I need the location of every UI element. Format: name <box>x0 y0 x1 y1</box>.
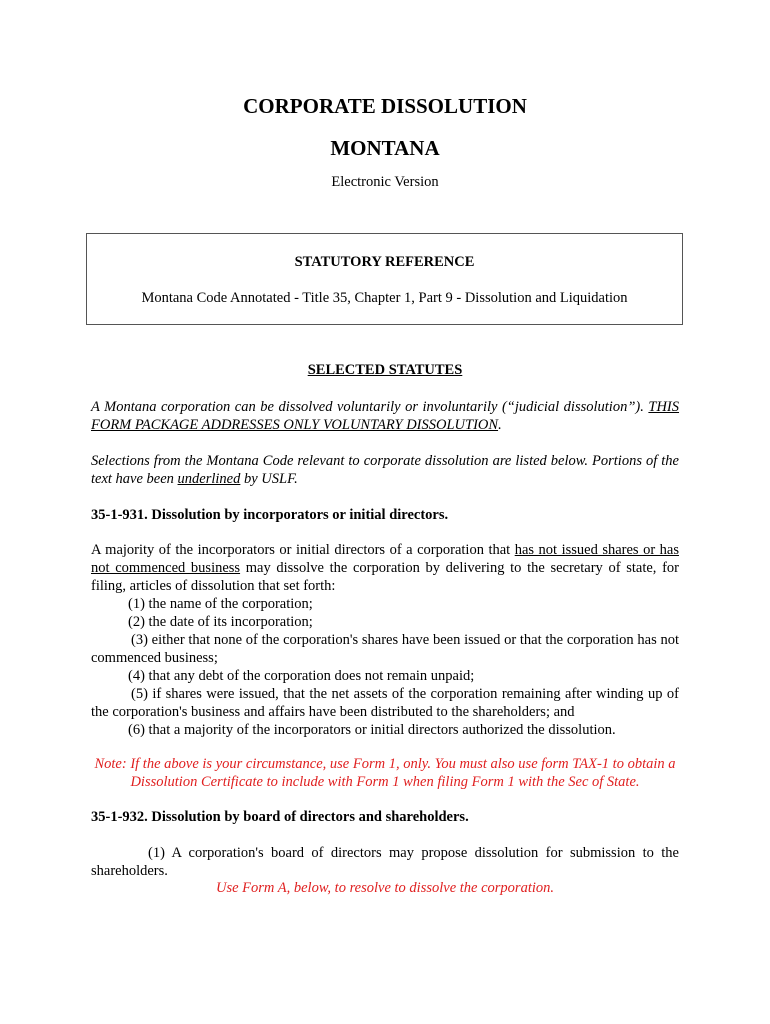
selected-statutes-heading: SELECTED STATUTES <box>307 362 463 378</box>
document-title: CORPORATE DISSOLUTION <box>243 94 527 118</box>
intro-end: . <box>498 417 502 433</box>
intro2-text-a: Selections from the Montana Code relevant to corporate dissolution are listed below. Portions of the text have been <box>91 453 679 487</box>
section-931-item-1: (1) the name of the corporation; <box>128 596 313 612</box>
document-version: Electronic Version <box>331 174 439 190</box>
section-931-item-3: (3) either that none of the corporation's shares have been issued or that the corporation has not commenced business; <box>91 632 679 666</box>
section-931-note: Note: If the above is your circumstance, use Form 1, only. You must also use form TAX-1 to obtain a Dissolution Certificate to include with Form 1 when filing Form 1 with the Sec of State. <box>94 756 676 790</box>
statutory-reference-text: Montana Code Annotated - Title 35, Chapter 1, Part 9 - Dissolution and Liquidation <box>141 290 628 306</box>
intro-paragraph-1 <box>91 398 679 434</box>
section-932-item-1: (1) A corporation's board of directors may propose dissolution for submission to the shareholders. <box>91 845 679 879</box>
section-931-underlined-text: has not issued shares or has not commenced business <box>91 542 679 576</box>
section-931-item-2: (2) the date of its incorporation; <box>128 614 313 630</box>
section-931-heading: 35-1-931. Dissolution by incorporators or initial directors. <box>91 507 449 523</box>
section-931-item-5: (5) if shares were issued, that the net assets of the corporation remaining after winding up of the corporation's business and affairs have been distributed to the shareholders; and <box>91 686 679 720</box>
intro-underlined-text: THIS FORM PACKAGE ADDRESSES ONLY VOLUNTARY DISSOLUTION <box>91 399 680 433</box>
section-931-text-a: A majority of the incorporators or initial directors of a corporation that <box>91 542 515 558</box>
section-931-item-4: (4) that any debt of the corporation does not remain unpaid; <box>128 668 475 684</box>
statutory-reference-heading: STATUTORY REFERENCE <box>294 254 475 270</box>
intro-text: A Montana corporation can be dissolved voluntarily or involuntarily (“judicial dissolution”). <box>91 399 644 415</box>
section-932-note: Use Form A, below, to resolve to dissolve the corporation. <box>215 880 555 896</box>
section-931-item-6: (6) that a majority of the incorporators or initial directors authorized the dissolution. <box>128 722 616 738</box>
intro-paragraph-2 <box>91 452 679 488</box>
statutory-reference-box <box>86 233 683 325</box>
section-931-text-b: may dissolve the corporation by delivering to the secretary of state, for filing, articles of dissolution that set forth: <box>91 560 679 594</box>
section-932-heading: 35-1-932. Dissolution by board of directors and shareholders. <box>91 809 469 825</box>
section-931-body <box>91 541 679 739</box>
intro2-text-b: by USLF. <box>240 471 298 487</box>
intro2-underlined-text: underlined <box>177 471 241 487</box>
document-state: MONTANA <box>330 136 440 160</box>
